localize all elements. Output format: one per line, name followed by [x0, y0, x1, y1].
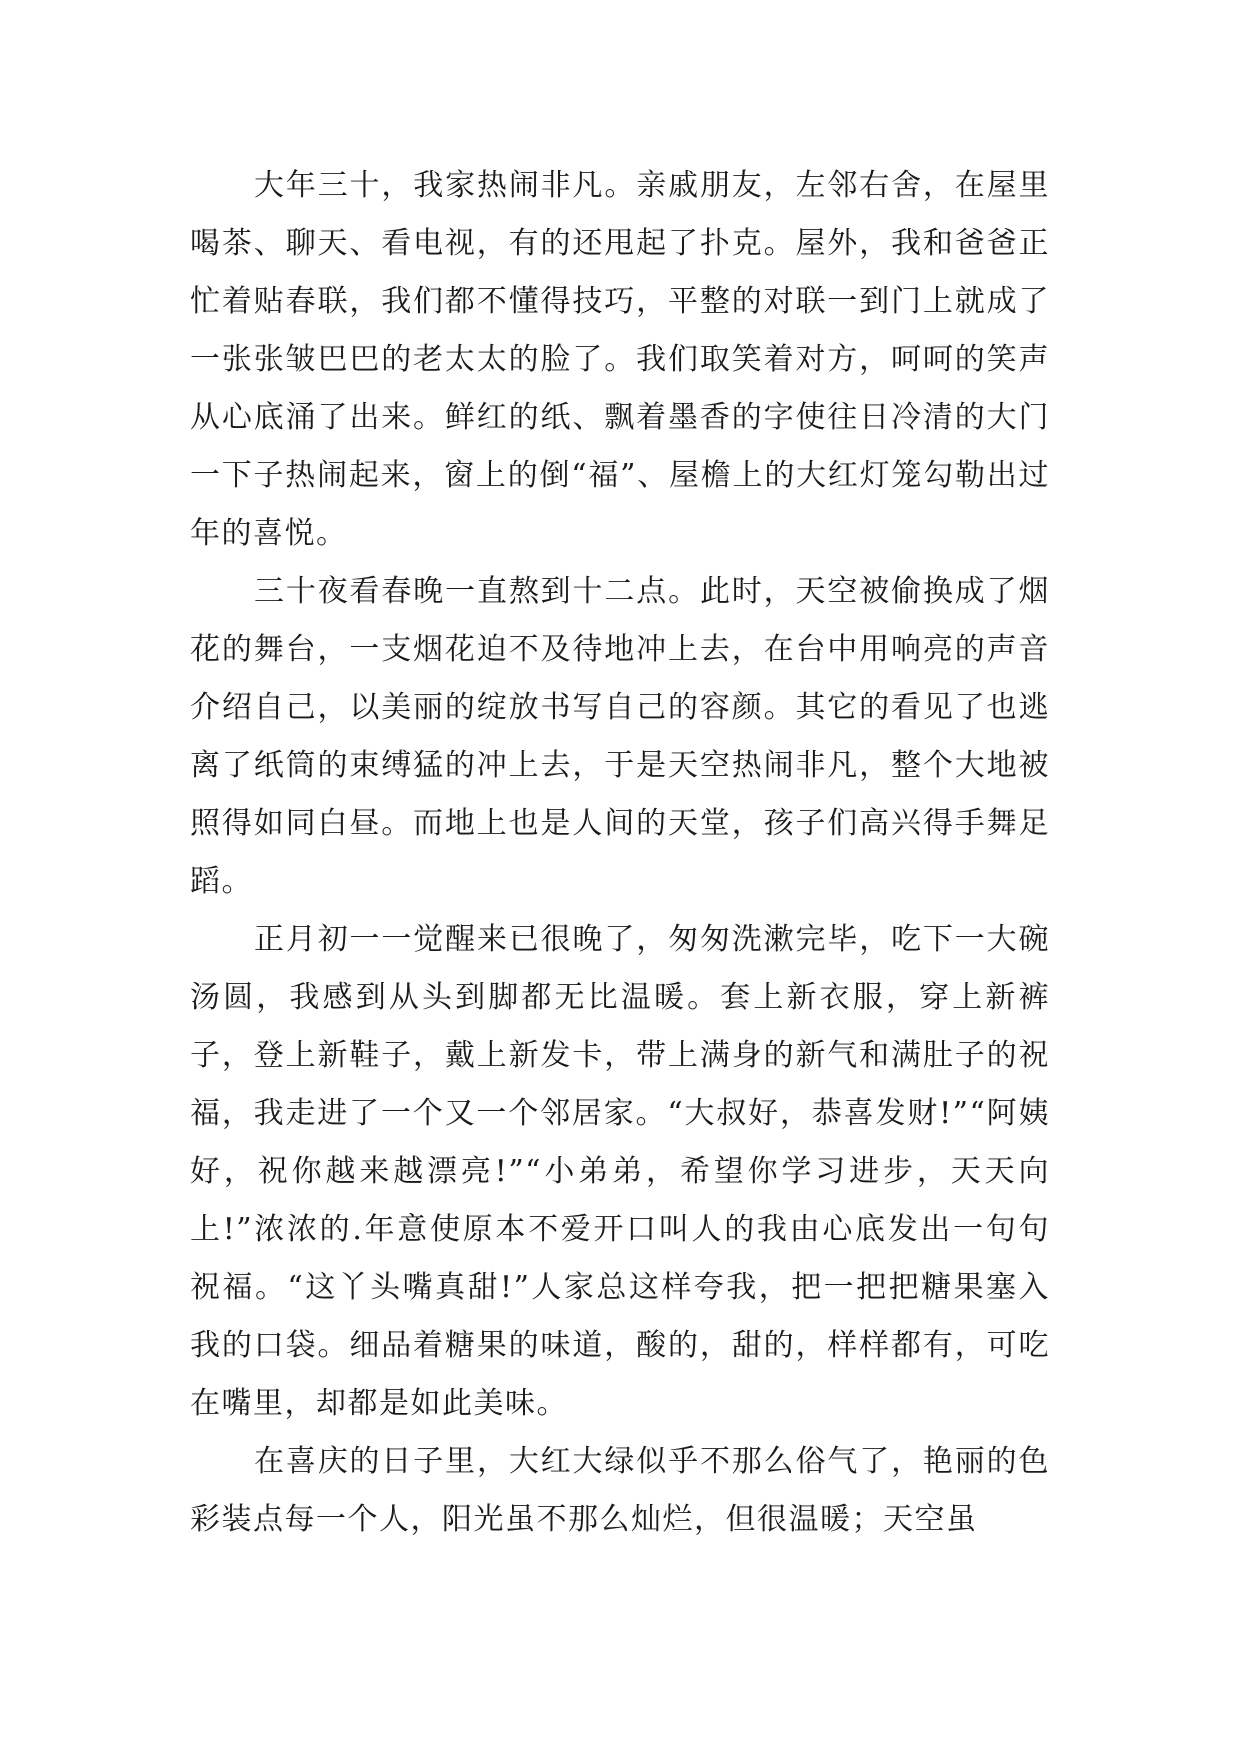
document-body: [190, 157, 1050, 1549]
paragraph-new-years-day: 正月初一一觉醒来已很晚了，匆匆洗漱完毕，吃下一大碗汤圆，我感到从头到脚都无比温暖。套上新衣服，穿上新裤子，登上新鞋子，戴上新发卡，带上满身的新气和满肚子的祝福，我走进了一个又一个邻居家。“大叔好，恭喜发财!”“阿姨好，祝你越来越漂亮!”“小弟弟，希望你学习进步，天天向上!”浓浓的.年意使原本不爱开口叫人的我由心底发出一句句祝福。“这丫头嘴真甜!”人家总这样夸我，把一把把糖果塞入我的口袋。细品着糖果的味道，酸的，甜的，样样都有，可吃在嘴里，却都是如此美味。: [190, 922, 1050, 1421]
paragraph-festive-days: 在喜庆的日子里，大红大绿似乎不那么俗气了，艳丽的色彩装点每一个人，阳光虽不那么灿烂，但很温暖；天空虽: [190, 1444, 1050, 1537]
paragraph-new-years-eve: 大年三十，我家热闹非凡。亲戚朋友，左邻右舍，在屋里喝茶、聊天、看电视，有的还甩起了扑克。屋外，我和爸爸正忙着贴春联，我们都不懂得技巧，平整的对联一到门上就成了一张张皱巴巴的老太太的脸了。我们取笑着对方，呵呵的笑声从心底涌了出来。鲜红的纸、飘着墨香的字使往日冷清的大门一下子热闹起来，窗上的倒“福”、屋檐上的大红灯笼勾勒出过年的喜悦。: [190, 168, 1050, 551]
paragraph-fireworks: 三十夜看春晚一直熬到十二点。此时，天空被偷换成了烟花的舞台，一支烟花迫不及待地冲上去，在台中用响亮的声音介绍自己，以美丽的绽放书写自己的容颜。其它的看见了也逃离了纸筒的束缚猛的冲上去，于是天空热闹非凡，整个大地被照得如同白昼。而地上也是人间的天堂，孩子们高兴得手舞足蹈。: [190, 574, 1050, 899]
